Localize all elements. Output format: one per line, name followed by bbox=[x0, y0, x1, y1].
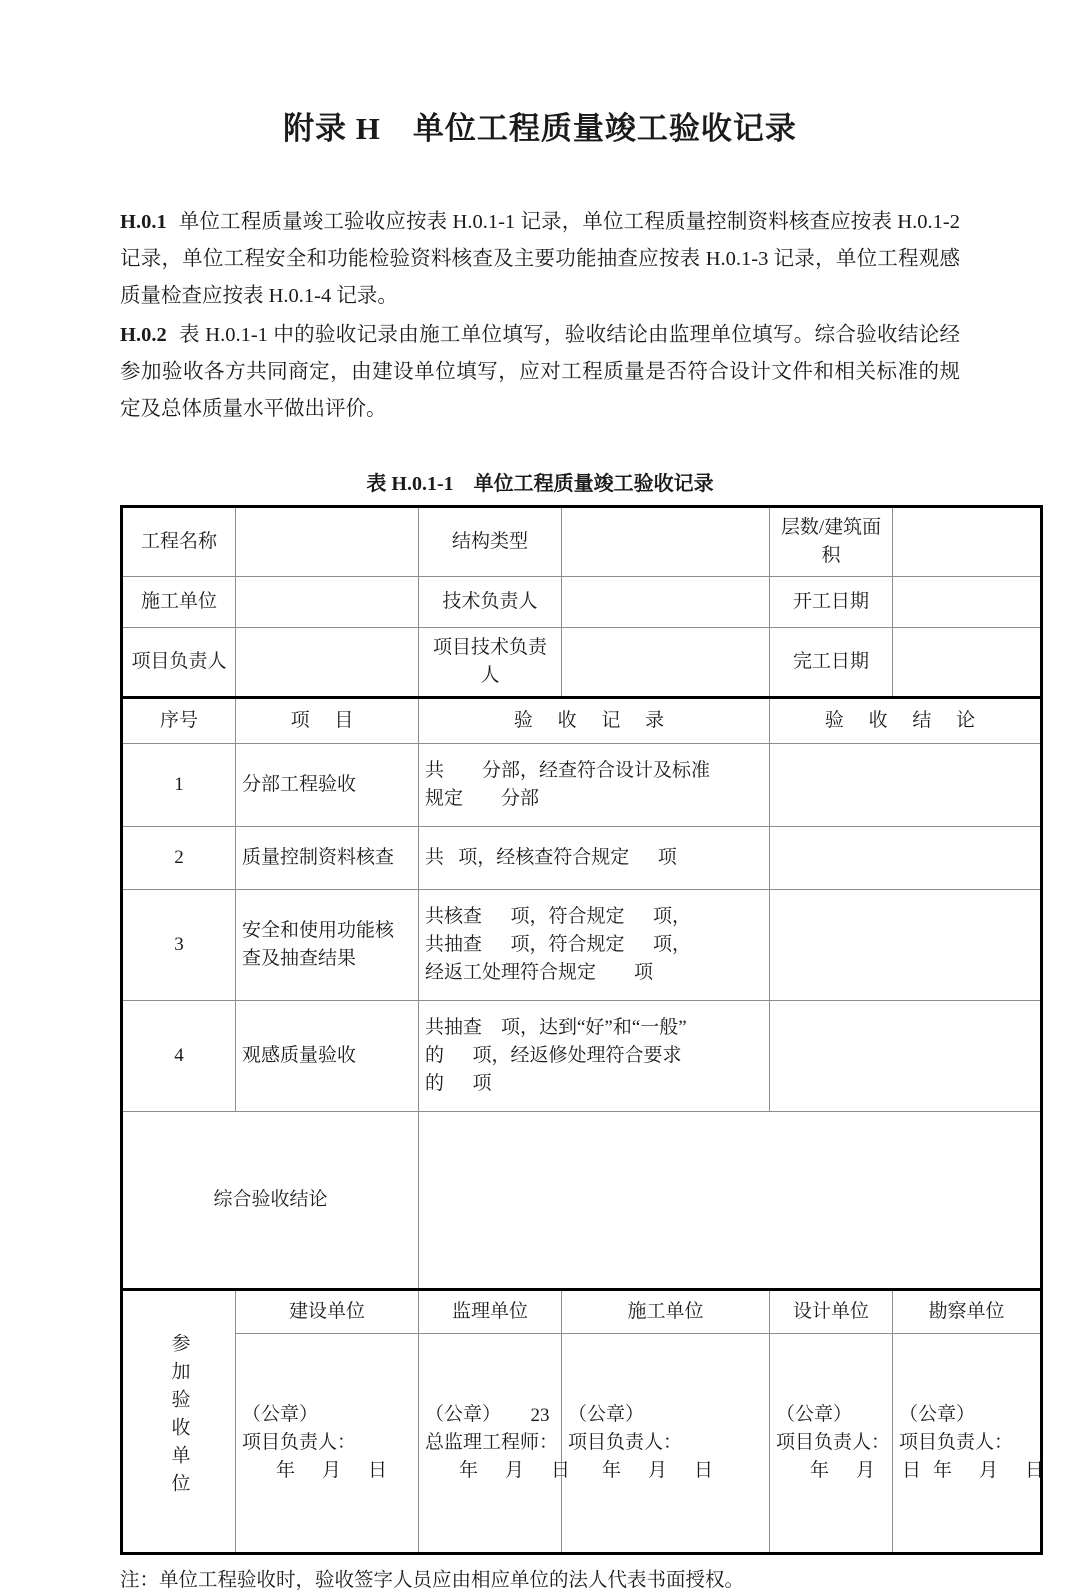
info-value-secondary[interactable] bbox=[562, 507, 770, 577]
participant-unit-header: 勘察单位 bbox=[893, 1290, 1042, 1334]
info-value-tertiary[interactable] bbox=[893, 507, 1042, 577]
seal-placeholder: （公章） bbox=[776, 1404, 853, 1425]
acceptance-record-table bbox=[120, 505, 1049, 1555]
row-item: 分部工程验收 bbox=[236, 744, 419, 827]
clause-h012 bbox=[120, 317, 960, 428]
participant-unit-header: 建设单位 bbox=[236, 1290, 419, 1334]
signature-date: 年 月 日 bbox=[459, 1460, 575, 1481]
overall-conclusion-label: 综合验收结论 bbox=[122, 1112, 419, 1290]
row-seq: 3 bbox=[122, 890, 236, 1001]
signature-cell[interactable] bbox=[770, 1334, 926, 1554]
signature-role: 总监理工程师： bbox=[425, 1432, 559, 1453]
signature-role: 项目负责人： bbox=[899, 1432, 1014, 1453]
seal-placeholder: （公章） bbox=[425, 1404, 502, 1425]
info-value-secondary[interactable] bbox=[562, 628, 770, 698]
row-record[interactable]: 共抽查 项，达到“好”和“一般” 的 项，经返修处理符合要求 的 项 bbox=[419, 1001, 770, 1112]
info-value-primary[interactable] bbox=[236, 507, 419, 577]
participants-header-row bbox=[122, 1290, 1042, 1334]
info-value-secondary[interactable] bbox=[562, 577, 770, 628]
clause-number: H.0.2 bbox=[120, 324, 167, 346]
row-conclusion[interactable] bbox=[770, 744, 1042, 827]
seal-placeholder: （公章） bbox=[242, 1404, 319, 1425]
clause-h011 bbox=[120, 204, 960, 315]
table-row bbox=[122, 827, 1042, 890]
signature-cell[interactable] bbox=[236, 1334, 419, 1554]
signature-date: 年 月 日 bbox=[602, 1460, 718, 1481]
table-row-info bbox=[122, 577, 1042, 628]
participant-unit-header: 设计单位 bbox=[770, 1290, 893, 1334]
info-label-secondary: 技术负责人 bbox=[419, 577, 562, 628]
info-label-primary: 项目负责人 bbox=[122, 628, 236, 698]
clause-number: H.0.1 bbox=[120, 211, 167, 233]
signature-role: 项目负责人： bbox=[568, 1432, 683, 1453]
row-record[interactable]: 共 分部，经查符合设计及标准 规定 分部 bbox=[419, 744, 770, 827]
table-caption: 表 H.0.1-1 单位工程质量竣工验收记录 bbox=[366, 473, 714, 495]
participants-signature-row bbox=[122, 1334, 1042, 1554]
info-label-secondary: 项目技术负责人 bbox=[419, 628, 562, 698]
table-row-info bbox=[122, 507, 1042, 577]
row-record[interactable]: 共 项，经核查符合规定 项 bbox=[419, 827, 770, 890]
participant-unit-header: 施工单位 bbox=[562, 1290, 770, 1334]
signature-role: 项目负责人： bbox=[776, 1432, 891, 1453]
table-row bbox=[122, 1001, 1042, 1112]
participants-side-label: 参加验收单位 bbox=[122, 1290, 236, 1554]
signature-cell[interactable] bbox=[419, 1334, 575, 1554]
signature-date: 年 月 日 bbox=[276, 1460, 392, 1481]
info-label-primary: 施工单位 bbox=[122, 577, 236, 628]
table-row bbox=[122, 744, 1042, 827]
row-conclusion[interactable] bbox=[770, 890, 1042, 1001]
table-row-overall-conclusion bbox=[122, 1112, 1042, 1290]
row-seq: 4 bbox=[122, 1001, 236, 1112]
info-label-secondary: 结构类型 bbox=[419, 507, 562, 577]
signature-date: 年 月 日 bbox=[933, 1460, 1049, 1481]
clause-block bbox=[120, 148, 960, 428]
row-item: 观感质量验收 bbox=[236, 1001, 419, 1112]
signature-cell[interactable] bbox=[562, 1334, 770, 1554]
row-seq: 1 bbox=[122, 744, 236, 827]
row-conclusion[interactable] bbox=[770, 827, 1042, 890]
participant-unit-header: 监理单位 bbox=[419, 1290, 562, 1334]
seal-placeholder: （公章） bbox=[899, 1404, 976, 1425]
row-conclusion[interactable] bbox=[770, 1001, 1042, 1112]
page-title: 附录 H 单位工程质量竣工验收记录 bbox=[283, 111, 797, 146]
col-header-conclusion: 验 收 结 论 bbox=[770, 698, 1042, 744]
clause-text: 表 H.0.1-1 中的验收记录由施工单位填写，验收结论由监理单位填写。综合验收结论经参加验收各方共同商定，由建设单位填写，应对工程质量是否符合设计文件和相关标准的规定及总体质量水平做出评价。 bbox=[120, 324, 960, 420]
info-label-tertiary: 层数/建筑面积 bbox=[770, 507, 893, 577]
page-number: 23 bbox=[530, 1405, 550, 1426]
overall-conclusion-value[interactable] bbox=[419, 1112, 1042, 1290]
info-value-primary[interactable] bbox=[236, 577, 419, 628]
info-label-tertiary: 完工日期 bbox=[770, 628, 893, 698]
table-row bbox=[122, 890, 1042, 1001]
info-value-primary[interactable] bbox=[236, 628, 419, 698]
signature-date: 年 月 日 bbox=[810, 1460, 926, 1481]
table-row-info bbox=[122, 628, 1042, 698]
table-note: 注：单位工程验收时，验收签字人员应由相应单位的法人代表书面授权。 bbox=[120, 1570, 745, 1591]
table-header-row bbox=[122, 698, 1042, 744]
col-header-seq: 序号 bbox=[122, 698, 236, 744]
seal-placeholder: （公章） bbox=[568, 1404, 645, 1425]
signature-role: 项目负责人： bbox=[242, 1432, 357, 1453]
row-item: 安全和使用功能核查及抽查结果 bbox=[236, 890, 419, 1001]
row-seq: 2 bbox=[122, 827, 236, 890]
info-label-tertiary: 开工日期 bbox=[770, 577, 893, 628]
clause-text: 单位工程质量竣工验收应按表 H.0.1-1 记录，单位工程质量控制资料核查应按表 H.0.1-2 记录，单位工程安全和功能检验资料核查及主要功能抽查应按表 H.0.1-3 记录，单位工程观感质量检查应按表 H.0.1-4 记录。 bbox=[120, 211, 960, 307]
row-record[interactable]: 共核查 项，符合规定 项， 共抽查 项，符合规定 项， 经返工处理符合规定 项 bbox=[419, 890, 770, 1001]
acceptance-record-table-wrap bbox=[120, 505, 1049, 1555]
row-item: 质量控制资料核查 bbox=[236, 827, 419, 890]
col-header-record: 验 收 记 录 bbox=[419, 698, 770, 744]
info-value-tertiary[interactable] bbox=[893, 628, 1042, 698]
col-header-item: 项 目 bbox=[236, 698, 419, 744]
signature-cell[interactable] bbox=[893, 1334, 1049, 1554]
info-label-primary: 工程名称 bbox=[122, 507, 236, 577]
info-value-tertiary[interactable] bbox=[893, 577, 1042, 628]
